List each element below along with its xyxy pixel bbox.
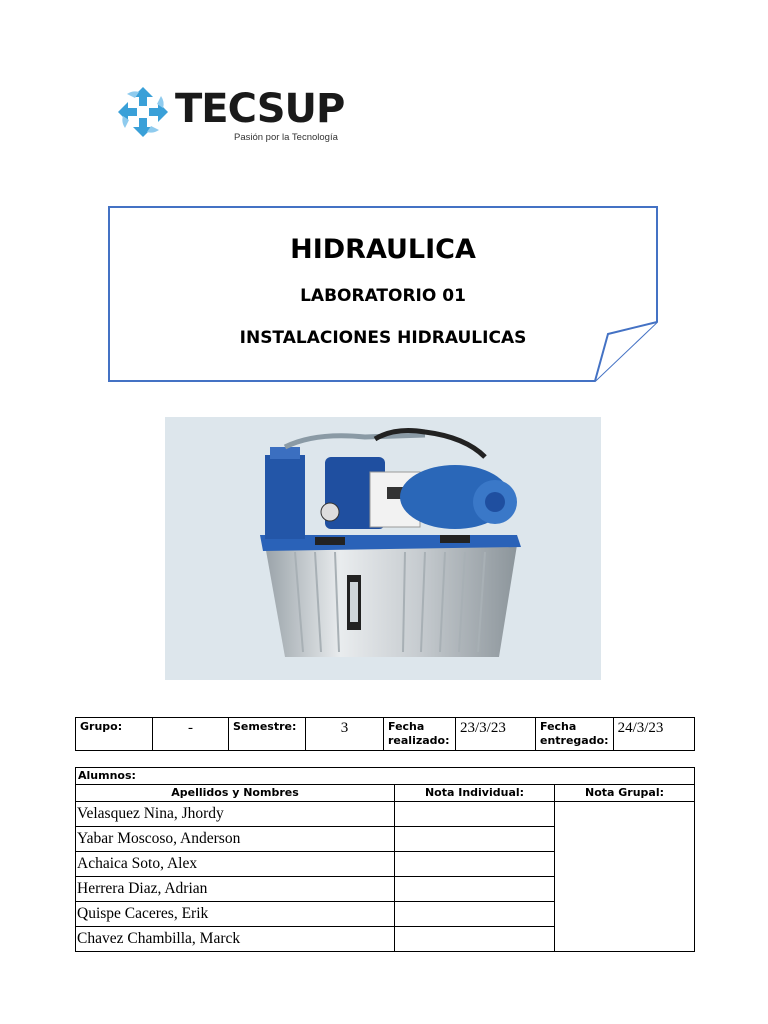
- student-name: Herrera Diaz, Adrian: [76, 877, 395, 902]
- student-name: Achaica Soto, Alex: [76, 852, 395, 877]
- hydraulic-unit-illustration: [165, 417, 601, 680]
- date-delivered-value: 24/3/23: [617, 720, 664, 736]
- document-title: HIDRAULICA: [290, 234, 476, 265]
- student-name: Yabar Moscoso, Anderson: [76, 827, 395, 852]
- individual-grade-cell: [395, 802, 555, 827]
- semester-value-cell: [306, 718, 384, 751]
- date-delivered-label-line1: Fecha: [540, 720, 577, 733]
- date-delivered-value-cell: [613, 718, 694, 751]
- date-done-value: 23/3/23: [460, 720, 506, 736]
- group-label-cell: [76, 718, 153, 751]
- lab-info-table: [75, 717, 695, 751]
- individual-grade-cell: [395, 852, 555, 877]
- date-done-label-line1: Fecha: [388, 720, 425, 733]
- student-name: Velasquez Nina, Jhordy: [76, 802, 395, 827]
- logo-tagline: Pasión por la Tecnología: [234, 132, 338, 143]
- group-value: -: [188, 720, 193, 736]
- group-grade-cell: [555, 802, 695, 952]
- tecsup-logo: [115, 82, 355, 146]
- individual-grade-cell: [395, 902, 555, 927]
- date-done-label-line2: realizado:: [388, 734, 450, 747]
- date-delivered-label-line2: entregado:: [540, 734, 609, 747]
- semester-label-cell: [229, 718, 306, 751]
- student-name: Quispe Caceres, Erik: [76, 902, 395, 927]
- semester-value: 3: [340, 720, 349, 736]
- individual-grade-cell: [395, 877, 555, 902]
- group-label: Grupo:: [80, 720, 123, 733]
- individual-grade-cell: [395, 927, 555, 952]
- semester-label: Semestre:: [233, 720, 297, 733]
- hydraulic-unit-photo: [165, 417, 601, 680]
- lab-subtitle: INSTALACIONES HIDRAULICAS: [239, 328, 527, 348]
- individual-grade-cell: [395, 827, 555, 852]
- date-done-value-cell: [456, 718, 536, 751]
- col-header-group: Nota Grupal:: [555, 785, 695, 802]
- students-section-label: Alumnos:: [76, 768, 695, 785]
- student-name: Chavez Chambilla, Marck: [76, 927, 395, 952]
- date-done-label-cell: [384, 718, 456, 751]
- logo-wordmark: TECSUP: [175, 86, 345, 132]
- lab-number: LABORATORIO 01: [300, 286, 466, 306]
- col-header-individual: Nota Individual:: [395, 785, 555, 802]
- col-header-names: Apellidos y Nombres: [76, 785, 395, 802]
- students-table: [75, 767, 695, 952]
- group-value-cell: [153, 718, 229, 751]
- title-card: [108, 206, 658, 382]
- table-row: [76, 802, 695, 827]
- tecsup-emblem-icon: [115, 84, 171, 140]
- date-delivered-label-cell: [536, 718, 614, 751]
